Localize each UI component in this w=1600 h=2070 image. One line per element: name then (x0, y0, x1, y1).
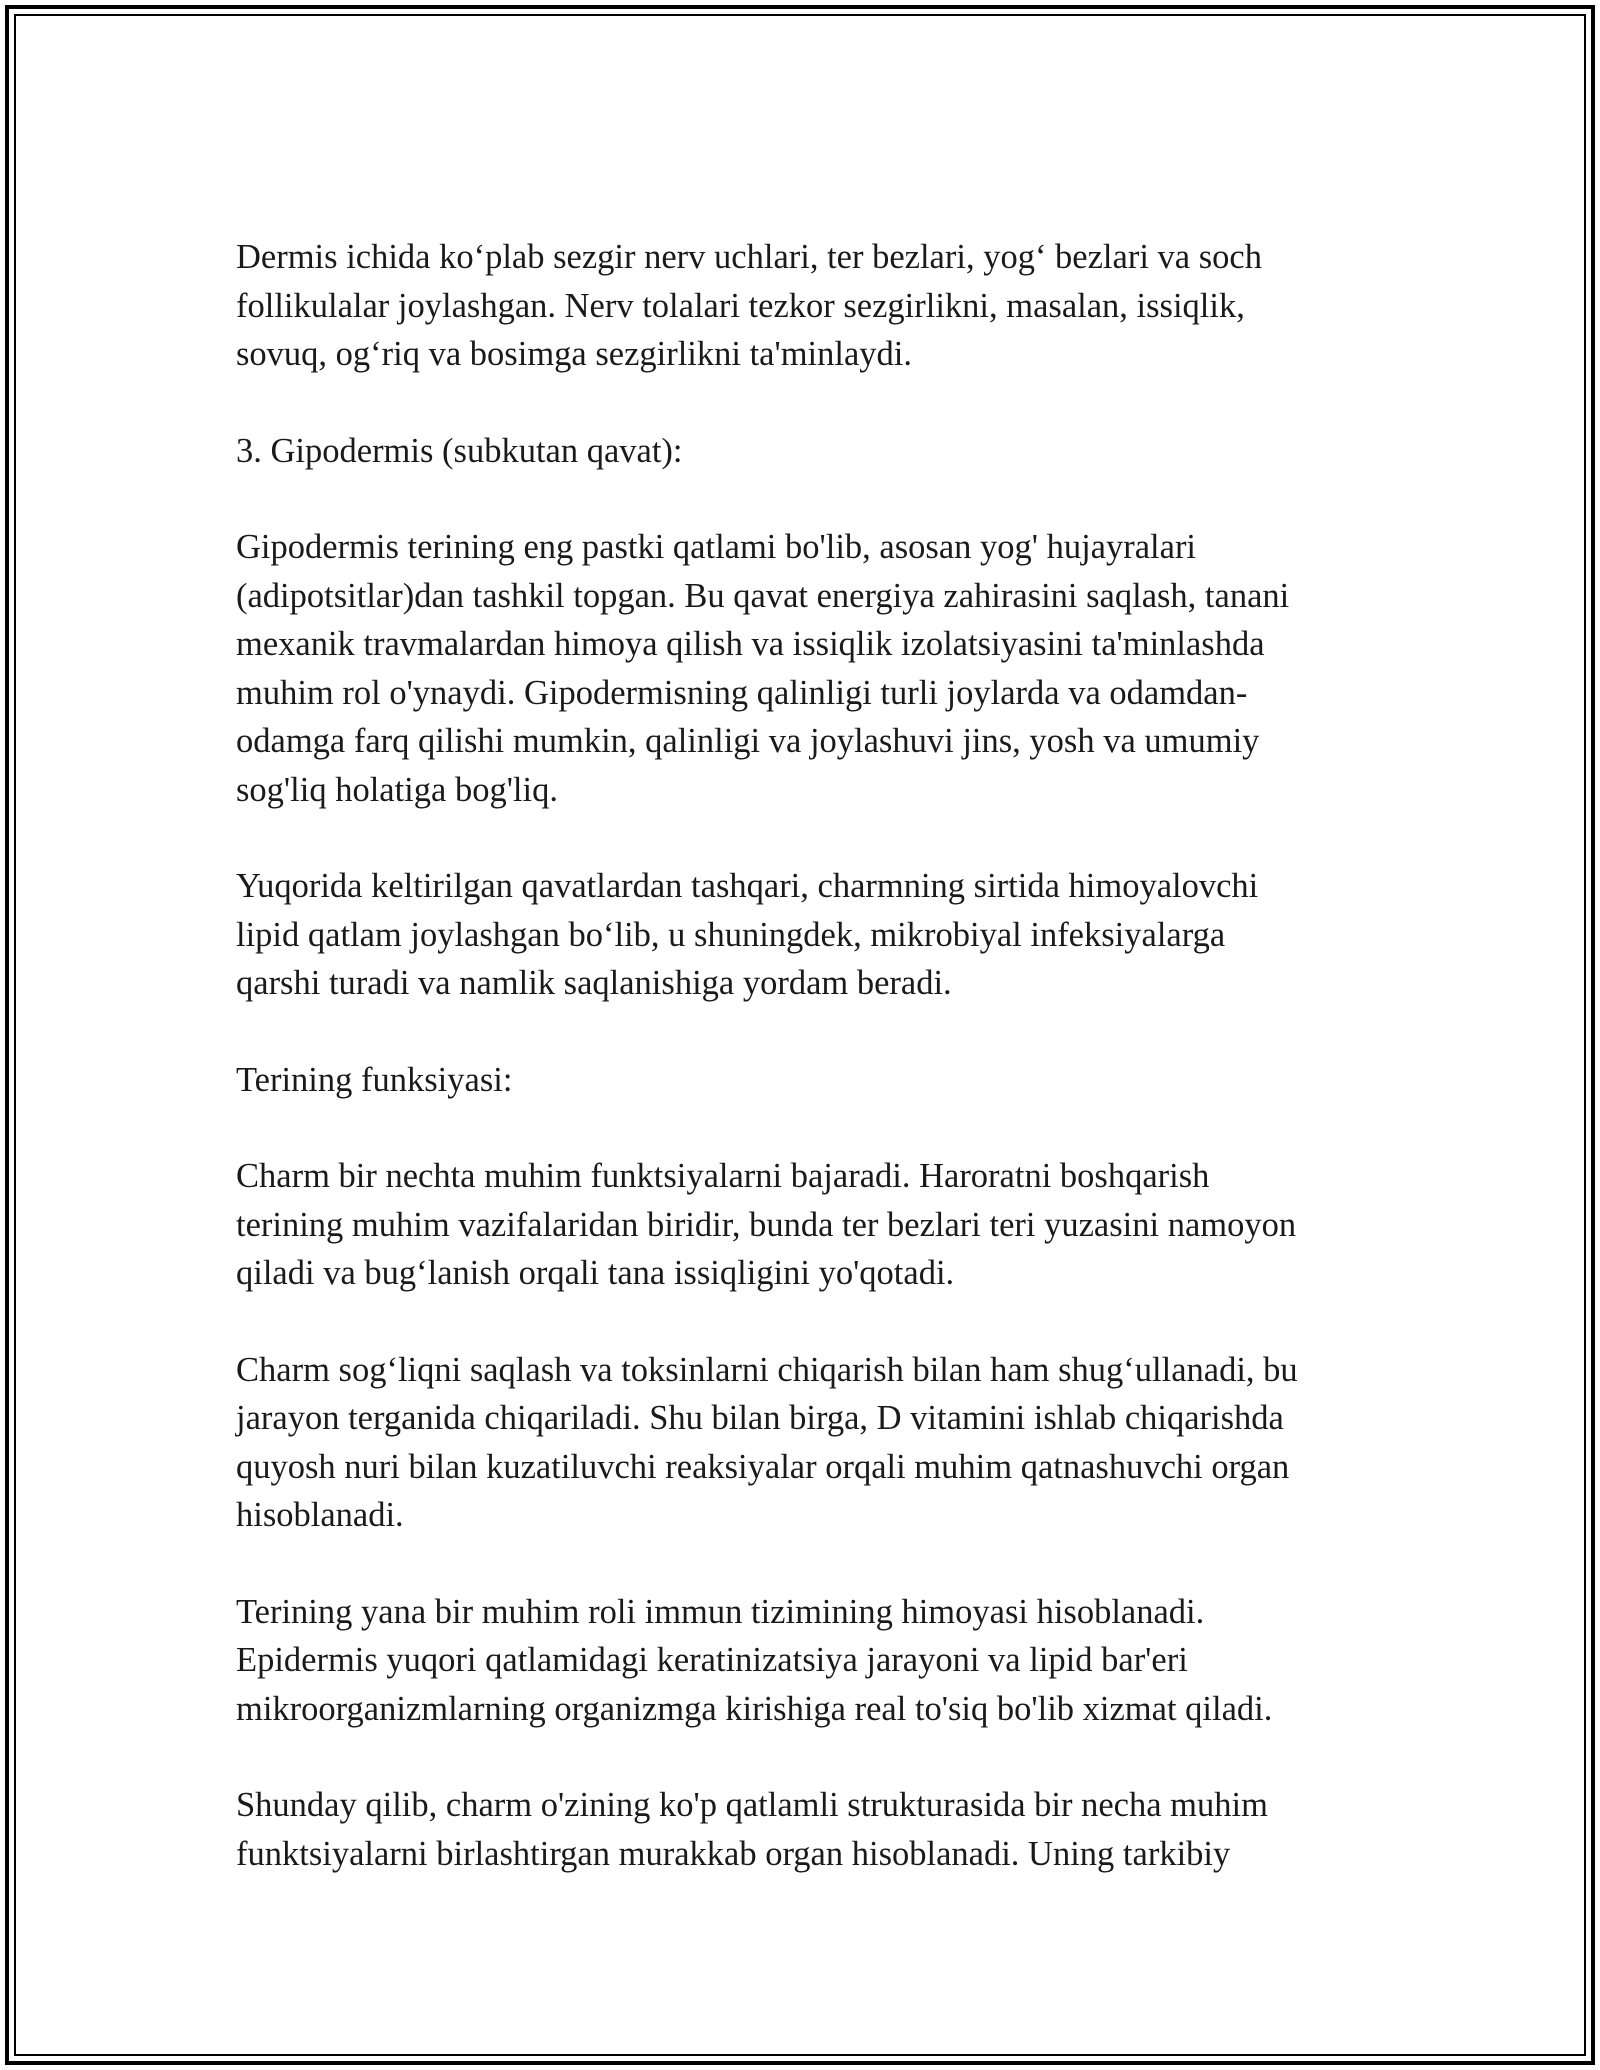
section-heading-gipodermis (236, 427, 1386, 476)
text-line: sog'liq holatiga bog'liq. (236, 770, 558, 809)
paragraph-conclusion (236, 1781, 1386, 1878)
text-line: Terining yana bir muhim roli immun tizimining himoyasi hisoblanadi. (236, 1592, 1205, 1631)
text-line: Charm sog‘liqni saqlash va toksinlarni chiqarish bilan ham shug‘ullanadi, bu (236, 1350, 1298, 1389)
text-line: sovuq, og‘riq va bosimga sezgirlikni ta'minlaydi. (236, 335, 912, 373)
paragraph-immune-role (236, 1588, 1386, 1734)
text-line: qarshi turadi va namlik saqlanishiga yordam beradi. (236, 964, 952, 1002)
paragraph-lipid-layer (236, 862, 1386, 1008)
text-line: odamga farq qilishi mumkin, qalinligi va joylashuvi jins, yosh va umumiy (236, 722, 1260, 760)
text-line: Yuqorida keltirilgan qavatlardan tashqari, charmning sirtida himoyalovchi (236, 867, 1259, 905)
text-line: quyosh nuri bilan kuzatiluvchi reaksiyalar orqali muhim qatnashuvchi organ (236, 1447, 1290, 1486)
section-heading-funksiyasi (236, 1056, 1386, 1105)
paragraph-dermis (236, 233, 1386, 379)
text-line: Shunday qilib, charm o'zining ko'p qatlamli strukturasida bir necha muhim (236, 1786, 1268, 1824)
paragraph-excretion-vitamin-d (236, 1346, 1386, 1540)
text-line: mikroorganizmlarning organizmga kirishiga real to'siq bo'lib xizmat qiladi. (236, 1689, 1273, 1728)
text-line: funktsiyalarni birlashtirgan murakkab organ hisoblanadi. Uning tarkibiy (236, 1834, 1231, 1873)
text-line: 3. Gipodermis (subkutan qavat): (236, 431, 683, 470)
text-line: terining muhim vazifalaridan biridir, bunda ter bezlari teri yuzasini namoyon (236, 1205, 1297, 1244)
text-line: hisoblanadi. (236, 1496, 404, 1534)
text-line: mexanik travmalardan himoya qilish va issiqlik izolatsiyasini ta'minlashda (236, 625, 1265, 663)
text-line: Dermis ichida ko‘plab sezgir nerv uchlari, ter bezlari, yog‘ bezlari va soch (236, 238, 1262, 276)
paragraph-gipodermis (236, 523, 1386, 814)
text-line: (adipotsitlar)dan tashkil topgan. Bu qavat energiya zahirasini saqlash, tanani (236, 576, 1290, 615)
document-body (236, 233, 1386, 1926)
text-line: jarayon terganida chiqariladi. Shu bilan birga, D vitamini ishlab chiqarishda (236, 1399, 1284, 1437)
text-line: Epidermis yuqori qatlamidagi keratinizatsiya jarayoni va lipid bar'eri (236, 1641, 1188, 1679)
text-line: muhim rol o'ynaydi. Gipodermisning qalinligi turli joylarda va odamdan- (236, 673, 1248, 712)
text-line: Terining funksiyasi: (236, 1060, 513, 1099)
text-line: qiladi va bug‘lanish orqali tana issiqligini yo'qotadi. (236, 1254, 955, 1292)
text-line: lipid qatlam joylashgan bo‘lib, u shuningdek, mikrobiyal infeksiyalarga (236, 915, 1226, 954)
paragraph-thermoregulation (236, 1152, 1386, 1298)
text-line: follikulalar joylashgan. Nerv tolalari tezkor sezgirlikni, masalan, issiqlik, (236, 286, 1245, 325)
text-line: Charm bir nechta muhim funktsiyalarni bajaradi. Haroratni boshqarish (236, 1157, 1210, 1195)
text-line: Gipodermis terining eng pastki qatlami bo'lib, asosan yog' hujayralari (236, 528, 1197, 566)
